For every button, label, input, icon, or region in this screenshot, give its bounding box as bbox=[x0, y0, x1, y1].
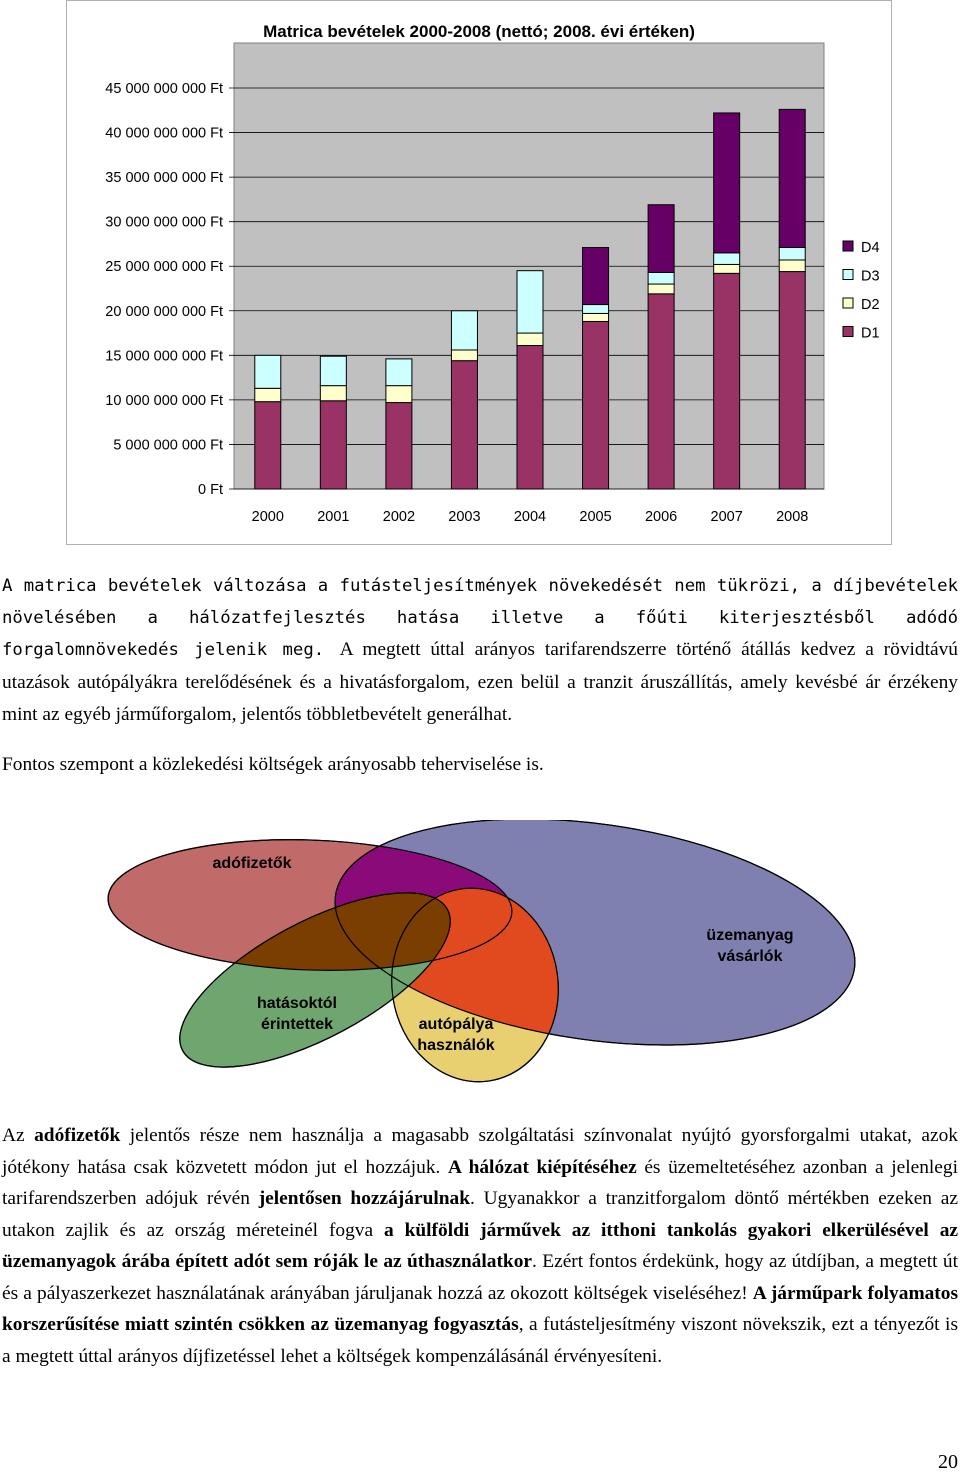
y-tick-label: 0 Ft bbox=[198, 482, 223, 498]
bar-D4-2007 bbox=[714, 113, 740, 253]
bar-D1-2008 bbox=[779, 272, 805, 489]
bar-D3-2008 bbox=[779, 248, 805, 260]
bar-D3-2003 bbox=[451, 311, 477, 350]
p3-text-1: Az bbox=[2, 1125, 35, 1146]
bar-D1-2003 bbox=[451, 361, 477, 489]
legend-label-D2: D2 bbox=[861, 297, 880, 313]
p3-bold-taxpayers: adófizetők bbox=[34, 1125, 121, 1146]
bar-D1-2004 bbox=[517, 346, 543, 489]
x-tick-label: 2003 bbox=[448, 509, 481, 525]
bar-D4-2008 bbox=[779, 109, 805, 247]
paragraph-tariff-text: A megtett úttal arányos tarifarendszerre történő átállás kedvez a rövidtávú utazások autópályákra terelődésének és a hivatásforgalom, ezen belül a tranzit áruszállítás, amely kevésbé ár érzékeny mint az egyéb járműforgalom, jelentős többletbevételt generálhat. bbox=[2, 639, 958, 725]
y-tick-label: 30 000 000 000 Ft bbox=[105, 214, 223, 231]
bar-D3-2007 bbox=[714, 253, 740, 265]
venn-label-fuel-1: üzemanyag bbox=[706, 927, 794, 944]
y-tick-label: 35 000 000 000 Ft bbox=[105, 170, 223, 187]
x-tick-label: 2007 bbox=[710, 509, 743, 525]
paragraph-cost-sharing: Fontos szempont a közlekedési költségek arányosabb teherviselése is. bbox=[2, 754, 544, 775]
x-tick-label: 2000 bbox=[251, 509, 284, 525]
bar-D1-2006 bbox=[648, 294, 674, 489]
bar-D3-2006 bbox=[648, 272, 674, 284]
p3-bold-contribute: jelentősen hozzájárulnak bbox=[258, 1188, 471, 1209]
p3-text-4: . Ugyanakkor a tranzitforgalom döntő mértékben ezeken az utakon zajlik és az ország méreteinél fogva bbox=[2, 1188, 958, 1241]
revenue-chart bbox=[66, 0, 892, 545]
bar-D2-2004 bbox=[517, 333, 543, 345]
y-tick-label: 10 000 000 000 Ft bbox=[105, 392, 223, 409]
bar-D3-2000 bbox=[255, 355, 281, 388]
y-tick-label: 5 000 000 000 Ft bbox=[113, 437, 223, 454]
bar-D1-2002 bbox=[386, 403, 412, 489]
legend-label-D4: D4 bbox=[861, 240, 880, 256]
venn-label-motorway-1: autópálya bbox=[418, 1016, 494, 1033]
paragraph-sticker-revenue-text: A matrica bevételek változása a futásteljesítmények növekedését nem tükrözi, a díjbevételek növelésében a hálózatfejlesztés hatása illetve a főúti kiterjesztésből adódó forgalomnövekedés jelenik meg. bbox=[2, 576, 958, 660]
paragraph-sticker-revenue bbox=[2, 571, 958, 732]
legend-label-D3: D3 bbox=[861, 268, 880, 285]
venn-label-taxpayers: adófizetők bbox=[212, 855, 292, 872]
venn-label-affected-2: érintettek bbox=[260, 1016, 334, 1033]
p3-text-6: , a futásteljesítmény viszont növekszik, ezt a tényezőt is a megtett úttal arányos díjfizetéssel lehet a költségek kompenzálásánál érvényesíteni. bbox=[2, 1314, 958, 1367]
y-tick-label: 40 000 000 000 Ft bbox=[105, 125, 223, 142]
x-tick-label: 2004 bbox=[513, 509, 547, 525]
bar-D2-2005 bbox=[583, 313, 609, 321]
y-tick-label: 45 000 000 000 Ft bbox=[105, 81, 223, 97]
bar-D3-2005 bbox=[583, 305, 609, 314]
bar-D1-2005 bbox=[583, 321, 609, 489]
legend-label-D1: D1 bbox=[861, 325, 880, 342]
chart-svg bbox=[67, 1, 893, 546]
bar-D3-2001 bbox=[320, 356, 346, 385]
venn-diagram bbox=[100, 820, 860, 1090]
p3-text-3: és üzemeltetéséhez azonban a jelenlegi tarifarendszerben adójuk révén bbox=[2, 1156, 958, 1209]
venn-label-affected-1: hatásoktól bbox=[256, 995, 338, 1012]
bar-D1-2001 bbox=[320, 401, 346, 489]
bar-D2-2001 bbox=[320, 386, 346, 401]
x-tick-label: 2005 bbox=[579, 509, 612, 525]
page-number: 20 bbox=[938, 1451, 958, 1473]
p3-bold-network: A hálózat kiépítéséhez bbox=[448, 1156, 637, 1178]
chart-title: Matrica bevételek 2000-2008 (nettó; 2008. évi értéken) bbox=[263, 22, 695, 41]
bar-D2-2006 bbox=[648, 284, 674, 294]
bar-D4-2006 bbox=[648, 205, 674, 273]
y-tick-label: 15 000 000 000 Ft bbox=[105, 348, 223, 365]
venn-label-motorway-2: használók bbox=[417, 1037, 495, 1054]
x-tick-label: 2001 bbox=[317, 509, 350, 525]
bar-D2-2000 bbox=[255, 388, 281, 401]
venn-label-fuel-2: vásárlók bbox=[717, 948, 783, 965]
p3-text-5: . Ezért fontos érdekünk, hogy az útdíjban, a megtett út és a pályaszerkezet használatának arányában járuljanak hozzá az okozott költségek viseléséhez! bbox=[2, 1251, 958, 1304]
bar-D2-2002 bbox=[386, 386, 412, 403]
bar-D2-2003 bbox=[451, 350, 477, 361]
bar-D1-2007 bbox=[714, 273, 740, 489]
paragraph-taxpayers bbox=[2, 1120, 958, 1372]
legend-swatch-D1 bbox=[843, 327, 853, 337]
bar-D1-2000 bbox=[255, 402, 281, 489]
y-tick-label: 25 000 000 000 Ft bbox=[105, 259, 223, 276]
bar-D4-2005 bbox=[583, 248, 609, 305]
bar-D2-2007 bbox=[714, 264, 740, 273]
bar-D2-2008 bbox=[779, 260, 805, 272]
p3-bold-foreign-vehicles: a külföldi járművek az itthoni tankolás gyakori elkerülésével az üzemanyagok árába épített adót sem róják le az úthasználatkor bbox=[2, 1219, 958, 1272]
legend-swatch-D4 bbox=[843, 241, 853, 251]
x-tick-label: 2002 bbox=[382, 509, 416, 525]
y-tick-label: 20 000 000 000 Ft bbox=[105, 303, 223, 320]
x-tick-label: 2008 bbox=[776, 509, 809, 525]
p3-text-2: jelentős része nem használja a magasabb szolgáltatási színvonalat nyújtó gyorsforgalmi utakat, azok jótékony hatása csak közvetett módon jut el hozzájuk. bbox=[2, 1125, 958, 1178]
x-tick-label: 2006 bbox=[644, 509, 678, 525]
p3-bold-fleet: A járműpark folyamatos korszerűsítése miatt szintén csökken az üzemanyag fogyasztás bbox=[2, 1282, 958, 1335]
legend-swatch-D3 bbox=[843, 270, 853, 280]
legend-swatch-D2 bbox=[843, 298, 853, 308]
bar-D3-2004 bbox=[517, 271, 543, 333]
bar-D3-2002 bbox=[386, 359, 412, 386]
